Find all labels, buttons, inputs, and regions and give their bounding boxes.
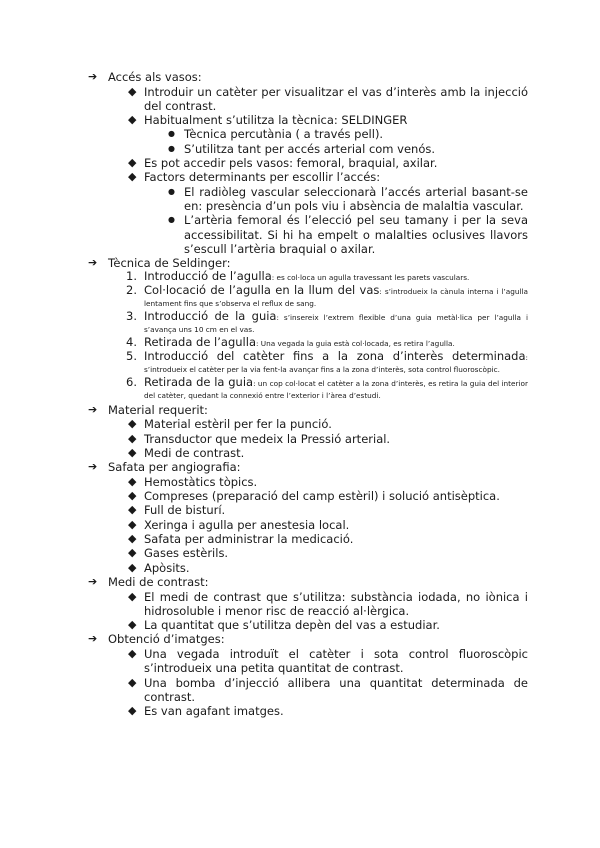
step-number: 4. [126,334,137,349]
numbered-step [126,268,528,283]
dot-bullet-icon: ● [168,143,175,153]
list-item-text: Material estèril per fer la punció. [144,417,332,432]
arrow-bullet-icon: ➔ [88,402,98,416]
list-item-text: El medi de contrast que s’utilitza: substància iodada, no iònica i hidrosoluble i menor risc de reacció al·lèrgica. [144,589,528,618]
diamond-bullet-icon: ◆ [128,84,137,98]
diamond-bullet-icon: ◆ [128,431,137,445]
step-description: : un cop col·locat el catèter a la zona d’interès, es retira la guia del interior del catèter, quedant la connexió entre l’exterior i l’àrea d’estudi. [144,378,528,400]
list-item-text: Factors determinants per escollir l’accés: [144,170,381,185]
list-item-text: Safata per administrar la medicació. [144,532,354,547]
step-title: Retirada de l’agulla [144,334,256,349]
list-item [128,432,528,446]
diamond-bullet-icon: ◆ [128,503,137,517]
diamond-bullet-icon: ◆ [128,113,137,127]
step-number: 5. [126,348,137,363]
list-item [128,489,528,503]
sub-list-item [166,185,528,214]
arrow-bullet-icon: ➔ [88,574,98,588]
numbered-step [126,334,528,349]
document-content [88,70,528,718]
list-item [128,676,528,705]
step-number: 3. [126,308,137,323]
section-heading [88,632,528,647]
section-title: Safata per angiografia: [108,460,241,475]
list-item [128,618,528,632]
section-title: Material requerit: [108,402,208,417]
diamond-bullet-icon: ◆ [128,589,137,603]
arrow-bullet-icon: ➔ [88,460,98,474]
step-title: Introducció del catèter fins a la zona d’interès determinada [144,348,526,363]
diamond-bullet-icon: ◆ [128,417,137,431]
diamond-bullet-icon: ◆ [128,618,137,632]
list-item-text: Es van agafant imatges. [144,704,284,719]
section-heading [88,575,528,590]
list-item-text: Una vegada introduït el catèter i sota control fluoroscòpic s’introdueix una petita quantitat de contrast. [144,646,528,676]
diamond-bullet-icon: ◆ [128,532,137,546]
sub-list-item-text: El radiòleg vascular seleccionarà l’accés arterial basant-se en: presència d’un pols viu i absència de malaltia vascular. [184,184,528,213]
section-heading [88,460,528,475]
list-item [128,475,528,489]
list-item-text: Gases estèrils. [144,546,229,561]
diamond-bullet-icon: ◆ [128,546,137,560]
dot-bullet-icon: ● [168,129,175,139]
list-item [128,518,528,532]
step-number: 2. [126,282,137,297]
arrow-bullet-icon: ➔ [88,632,98,646]
section-heading [88,70,528,85]
section-title: Accés als vasos: [108,70,202,84]
diamond-bullet-icon: ◆ [128,170,137,184]
diamond-bullet-icon: ◆ [128,445,137,459]
list-item-text: Transductor que medeix la Pressió arterial. [144,431,391,446]
dot-bullet-icon: ● [168,215,175,225]
list-item-text: Compreses (preparació del camp estèril) i solució antisèptica. [144,489,500,504]
step-title: Col·locació de l’agulla en la llum del vas [144,282,380,297]
sub-list-item-text: L’artèria femoral és l’elecció pel seu tamany i per la seva accessibilitat. Si hi ha empelt o malalties oclusives llavors s’escull l’artèria braquial o axilar. [184,213,528,256]
step-title: Introducció de l’agulla [144,268,272,283]
list-item-text: Una bomba d’injecció allibera una quantitat determinada de contrast. [144,675,528,704]
section-heading [88,403,528,418]
list-item [128,704,528,718]
diamond-bullet-icon: ◆ [128,704,137,718]
list-item [128,590,528,619]
step-description: : es col·loca un agulla travessant les parets vasculars. [271,272,470,282]
list-item [128,417,528,431]
list-item [128,561,528,575]
list-item [128,113,528,127]
numbered-step [126,308,528,335]
step-number: 1. [126,268,137,283]
diamond-bullet-icon: ◆ [128,560,137,574]
diamond-bullet-icon: ◆ [128,474,137,488]
list-item-text: La quantitat que s’utilitza depèn del vas a estudiar. [144,618,440,633]
sub-list-item [166,142,528,156]
step-description: : s’introdueix la cànula interna i l’agulla lentament fins que s’observa el reflux de sang. [144,286,529,308]
list-item-text: Apòsits. [144,560,190,575]
arrow-bullet-icon: ➔ [88,70,98,83]
numbered-step [126,282,529,309]
list-item-text: Habitualment s’utilitza la tècnica: SELDINGER [144,113,408,128]
list-item [128,546,528,560]
diamond-bullet-icon: ◆ [128,675,137,689]
diamond-bullet-icon: ◆ [128,646,137,660]
diamond-bullet-icon: ◆ [128,517,137,531]
step-description: : s’insereix l’extrem flexible d’una guia metàl·lica per l’agulla i s’avança uns 10 cm en el vas. [144,312,528,334]
section-title: Medi de contrast: [108,574,209,589]
sub-list-item [166,127,528,141]
section-title: Tècnica de Seldinger: [108,256,231,271]
step-title: Introducció de la guia [144,308,277,323]
section-title: Obtenció d’imatges: [108,632,225,647]
step-title: Retirada de la guia [144,374,254,389]
step-description: : s’introdueix el catèter per la via fent-la avançar fins a la zona d’interès, sota control fluoroscòpic. [144,352,528,374]
diamond-bullet-icon: ◆ [128,489,137,503]
sub-list-item-text: Tècnica percutània ( a través pell). [184,127,384,142]
list-item-text: Full de bisturí. [144,503,226,518]
list-item [128,503,528,517]
list-item [128,156,528,170]
numbered-step [126,348,528,375]
step-description: : Una vegada la guia està col·locada, es retira l’agulla. [256,338,455,348]
numbered-step [126,374,528,401]
step-number: 6. [126,374,137,389]
list-item [128,170,528,184]
list-item [128,85,528,114]
list-item [128,532,528,546]
sub-list-item [166,213,528,256]
arrow-bullet-icon: ➔ [88,256,98,270]
list-item [128,446,528,460]
list-item-text: Xeringa i agulla per anestesia local. [144,517,350,532]
dot-bullet-icon: ● [168,186,175,196]
diamond-bullet-icon: ◆ [128,156,137,170]
list-item-text: Es pot accedir pels vasos: femoral, braquial, axilar. [144,156,438,171]
list-item-text: Introduir un catèter per visualitzar el vas d’interès amb la injecció del contrast. [144,84,528,113]
list-item [128,647,528,676]
list-item-text: Medi de contrast. [144,445,245,460]
sub-list-item-text: S’utilitza tant per accés arterial com venós. [184,141,436,156]
list-item-text: Hemostàtics tòpics. [144,474,258,489]
